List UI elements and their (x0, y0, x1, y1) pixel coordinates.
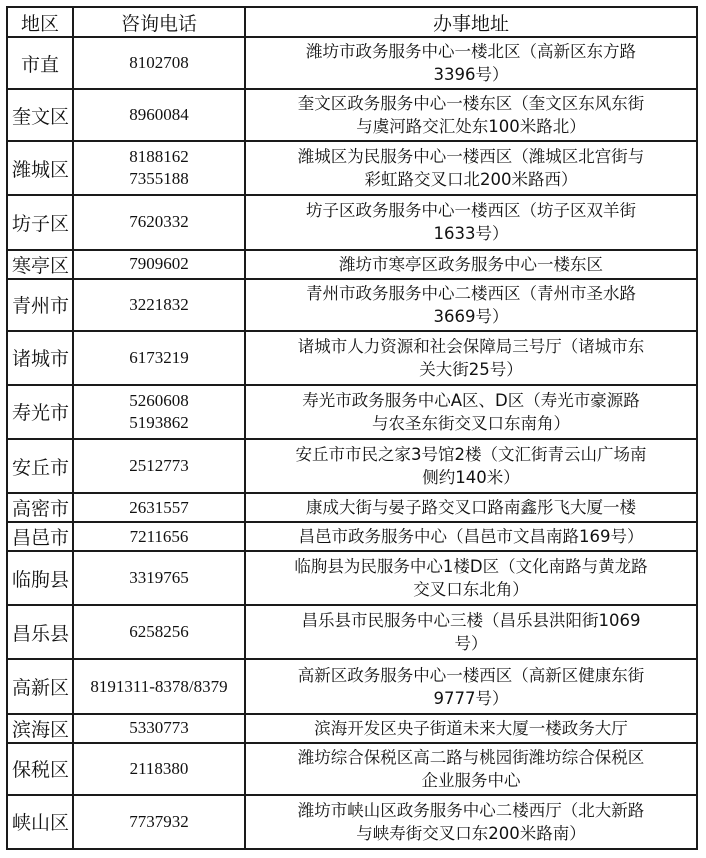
table-row (7, 89, 697, 141)
address-line: 潍坊市峡山区政务服务中心二楼西厅（北大新路 (297, 800, 645, 820)
phone-cell (73, 551, 245, 605)
address-line: 潍坊市政务服务中心一楼北区（高新区东方路 (306, 42, 636, 62)
address-line: 青州市政务服务中心二楼西区（青州市圣水路 (306, 283, 636, 303)
table-body (7, 37, 697, 849)
address-line: 1633号） (433, 224, 509, 244)
address-line: 潍城区为民服务中心一楼西区（潍城区北宫街与 (297, 147, 645, 167)
phone-cell (73, 659, 245, 713)
address-line: 与峡寿街交叉口东200米路南） (356, 823, 586, 843)
address-cell (245, 493, 697, 522)
address-line: 临朐县为民服务中心1楼D区（文化南路与黄龙路 (294, 557, 648, 577)
phone-number: 8188162 (129, 147, 189, 167)
address-cell (245, 605, 697, 659)
address-cell (245, 743, 697, 795)
phone-cell (73, 279, 245, 331)
phone-number: 3221832 (129, 294, 189, 314)
address-line: 号） (454, 634, 488, 654)
address-line: 寿光市政务服务中心A区、D区（寿光市豪源路 (302, 390, 640, 410)
district-cell: 寒亭区 (7, 250, 73, 279)
table-row (7, 331, 697, 385)
address-cell (245, 250, 697, 279)
address-line: 滨海开发区央子街道未来大厦一楼政务大厅 (314, 718, 628, 738)
address-line: 彩虹路交叉口北200米路西） (364, 170, 578, 190)
table-row (7, 385, 697, 439)
phone-number: 8102708 (129, 53, 189, 73)
phone-number: 7909602 (129, 254, 189, 274)
table-row (7, 551, 697, 605)
table-row (7, 795, 697, 849)
table-row (7, 493, 697, 522)
address-line: 3396号） (433, 65, 509, 85)
header-address: 办事地址 (245, 7, 697, 37)
address-cell (245, 439, 697, 493)
phone-number: 3319765 (129, 568, 189, 588)
district-cell: 昌乐县 (7, 605, 73, 659)
address-line: 与农圣东街交叉口东南角） (372, 413, 570, 433)
service-directory-table (6, 6, 698, 850)
district-cell: 诸城市 (7, 331, 73, 385)
address-line: 安丘市市民之家3号馆2楼（文汇街青云山广场南 (295, 445, 647, 464)
phone-cell (73, 195, 245, 249)
phone-number: 8960084 (129, 105, 189, 125)
address-line: 坊子区政务服务中心一楼西区（坊子区双羊街 (306, 201, 636, 221)
phone-cell (73, 385, 245, 439)
header-phone: 咨询电话 (73, 7, 245, 37)
address-line: 诸城市人力资源和社会保障局三号厅（诸城市东 (297, 336, 645, 356)
address-line: 康成大街与晏子路交叉口路南鑫彤飞大厦一楼 (306, 498, 636, 518)
table-row (7, 605, 697, 659)
address-line: 高新区政务服务中心一楼西区（高新区健康东街 (297, 665, 645, 685)
address-cell (245, 795, 697, 849)
phone-cell (73, 743, 245, 795)
phone-cell (73, 250, 245, 279)
district-cell: 高新区 (7, 659, 73, 713)
phone-number: 7211656 (129, 526, 189, 546)
district-cell: 寿光市 (7, 385, 73, 439)
address-cell (245, 659, 697, 713)
address-cell (245, 37, 697, 89)
phone-cell (73, 522, 245, 551)
address-cell (245, 714, 697, 743)
district-cell: 潍城区 (7, 141, 73, 195)
phone-number: 7620332 (129, 212, 189, 232)
phone-number: 2512773 (129, 456, 189, 475)
table-row (7, 141, 697, 195)
phone-number: 7355188 (129, 169, 189, 189)
table-row (7, 522, 697, 551)
address-line: 与虞河路交汇处东100米路北） (356, 117, 586, 137)
address-line: 潍坊市寒亭区政务服务中心一楼东区 (339, 254, 603, 274)
district-cell: 昌邑市 (7, 522, 73, 551)
table-header-row (7, 7, 697, 37)
address-cell (245, 279, 697, 331)
table-row (7, 659, 697, 713)
phone-cell (73, 439, 245, 493)
phone-cell (73, 89, 245, 141)
phone-number: 6173219 (129, 347, 189, 367)
address-line: 企业服务中心 (421, 770, 521, 790)
phone-cell (73, 795, 245, 849)
address-cell (245, 522, 697, 551)
table-row (7, 37, 697, 89)
phone-cell (73, 493, 245, 522)
phone-number: 5260608 (129, 390, 189, 410)
district-cell: 坊子区 (7, 195, 73, 249)
address-line: 奎文区政务服务中心一楼东区（奎文区东风东街 (297, 94, 645, 114)
table-row (7, 439, 697, 493)
district-cell: 保税区 (7, 743, 73, 795)
phone-cell (73, 331, 245, 385)
district-cell: 奎文区 (7, 89, 73, 141)
address-line: 关大街25号） (419, 359, 523, 379)
address-line: 交叉口东北角） (413, 580, 529, 600)
address-line: 昌乐县市民服务中心三楼（昌乐县洪阳街1069 (301, 611, 641, 631)
phone-cell (73, 605, 245, 659)
address-line: 侧约140米） (422, 468, 520, 487)
table-row (7, 250, 697, 279)
table-row (7, 743, 697, 795)
address-line: 9777号） (433, 688, 509, 708)
phone-number: 5330773 (129, 718, 189, 738)
address-cell (245, 195, 697, 249)
address-cell (245, 141, 697, 195)
district-cell: 青州市 (7, 279, 73, 331)
district-cell: 市直 (7, 37, 73, 89)
address-cell (245, 385, 697, 439)
district-cell: 安丘市 (7, 439, 73, 493)
table-row (7, 279, 697, 331)
phone-number: 6258256 (129, 622, 189, 642)
district-cell: 高密市 (7, 493, 73, 522)
table-row (7, 714, 697, 743)
phone-number: 5193862 (129, 412, 189, 432)
phone-number: 2118380 (129, 758, 189, 778)
phone-number: 2631557 (129, 497, 189, 517)
address-line: 昌邑市政务服务中心（昌邑市文昌南路169号） (298, 527, 644, 547)
address-cell (245, 551, 697, 605)
table-row (7, 195, 697, 249)
address-cell (245, 331, 697, 385)
address-cell (245, 89, 697, 141)
address-line: 3669号） (433, 306, 509, 326)
phone-number: 8191311-8378/8379 (90, 676, 228, 696)
district-cell: 临朐县 (7, 551, 73, 605)
address-line: 潍坊综合保税区高二路与桃园街潍坊综合保税区 (297, 747, 645, 767)
phone-cell (73, 714, 245, 743)
phone-cell (73, 141, 245, 195)
district-cell: 滨海区 (7, 714, 73, 743)
header-district: 地区 (7, 7, 73, 37)
district-cell: 峡山区 (7, 795, 73, 849)
phone-cell (73, 37, 245, 89)
phone-number: 7737932 (129, 811, 189, 831)
